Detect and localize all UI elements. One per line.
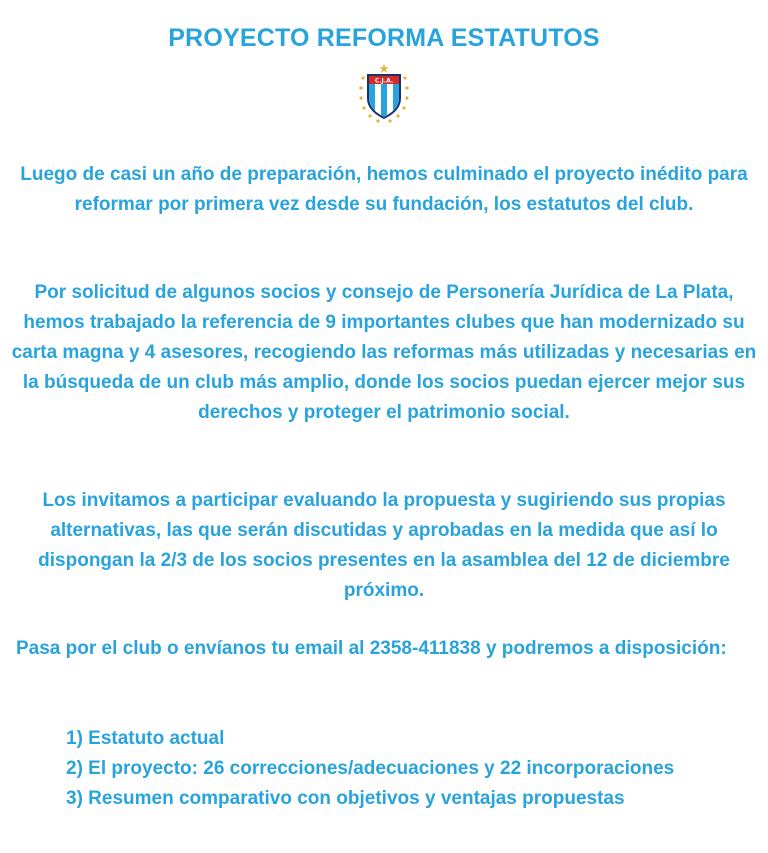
documents-list (66, 724, 674, 814)
list-item: 3) Resumen comparativo con objetivos y ventajas propuestas (66, 788, 625, 809)
paragraph-background: Por solicitud de algunos socios y consejo de Personería Jurídica de La Plata, hemos trabajado la referencia de 9 importantes clubes que han modernizado su carta magna y 4 asesores, recogiendo las reformas más utilizadas y necesarias en la búsqueda de un club más amplio, donde los socios puedan ejercer mejor sus derechos y proteger el patrimonio social. (11, 282, 757, 423)
paragraph-contact: Pasa por el club o envíanos tu email al 2358-411838 y podremos a disposición: (16, 638, 727, 659)
paragraph-intro: Luego de casi un año de preparación, hemos culminado el proyecto inédito para reformar por primera vez desde su fundación, los estatutos del club. (20, 164, 748, 215)
document-title: PROYECTO REFORMA ESTATUTOS (168, 24, 600, 52)
list-item: 1) Estatuto actual (66, 728, 225, 749)
club-crest-logo (356, 64, 412, 124)
paragraph-invitation: Los invitamos a participar evaluando la propuesta y sugiriendo sus propias alternativas, las que serán discutidas y aprobadas en la medida que así lo dispongan la 2/3 de los socios presentes en la asamblea del 12 de diciembre próximo. (38, 490, 730, 601)
svg-text:C.J.A.: C.J.A. (374, 77, 394, 85)
list-item: 2) El proyecto: 26 correcciones/adecuaciones y 22 incorporaciones (66, 758, 675, 779)
